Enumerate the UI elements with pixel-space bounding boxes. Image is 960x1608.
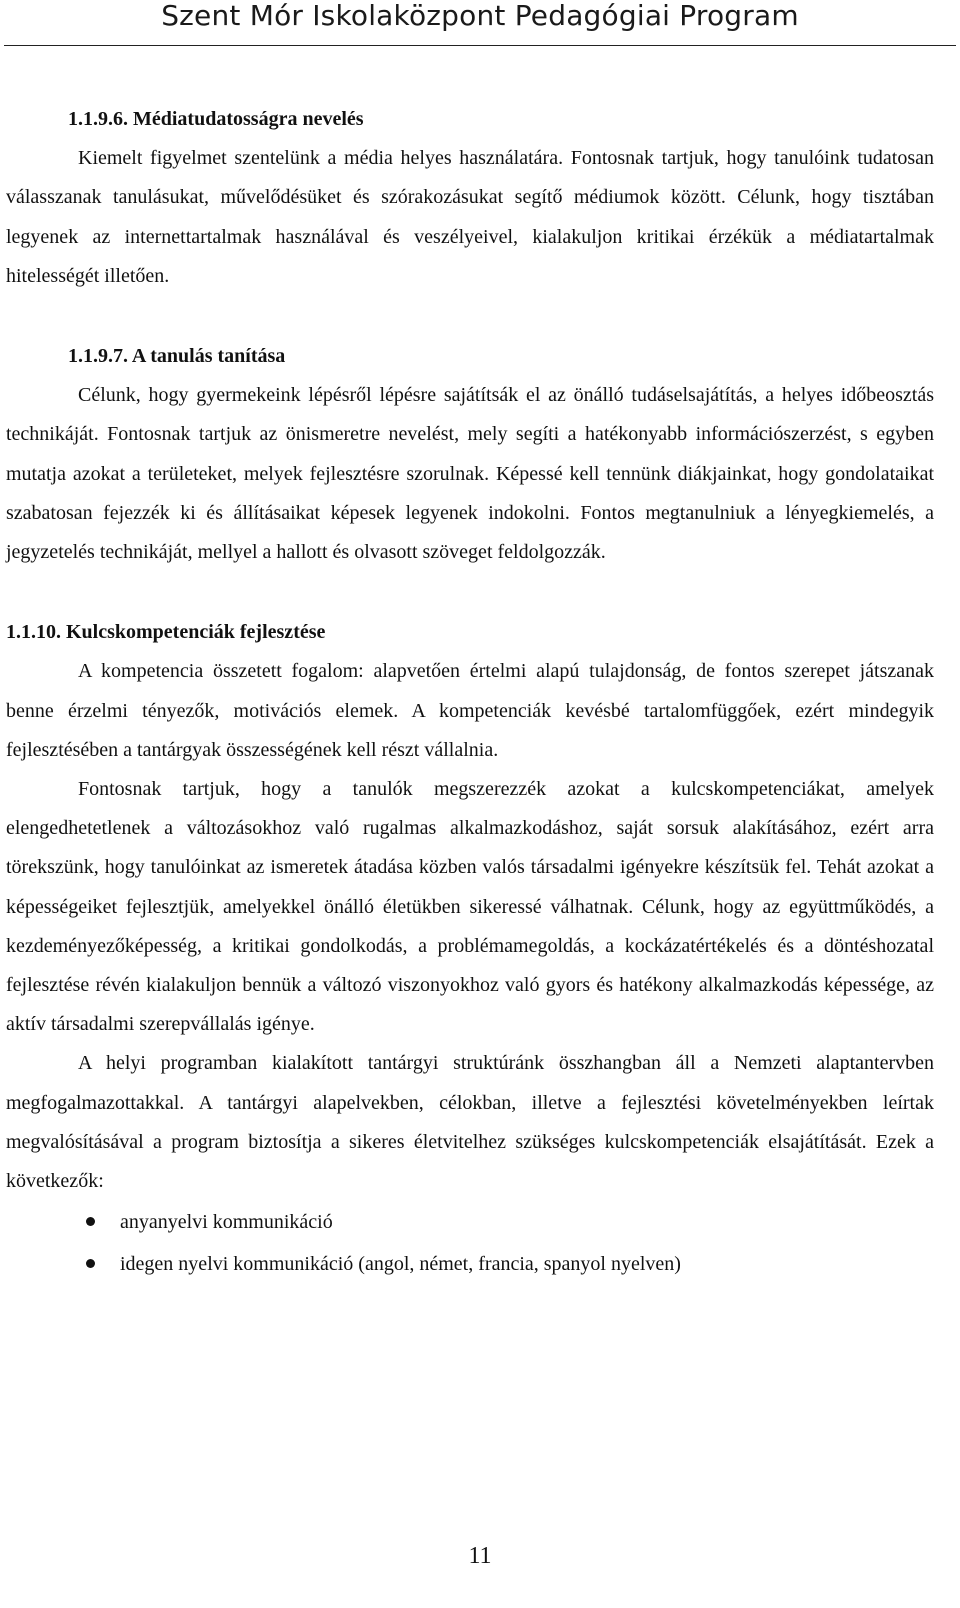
paragraph-local-program: A helyi programban kialakított tantárgyi struktúránk összhangban áll a Nemzeti alaptantervben megfogalmazottakkal. A tantárgyi alapelvekben, célokban, illetve a fejlesztési követelményekben leírtak megvalósításával a program biztosítja a sikeres életvitelhez szükséges kulcskompetenciák elsajátítását. Ezek a következők: [6, 1052, 934, 1193]
bullet-icon [86, 1217, 95, 1226]
section-gap [6, 296, 934, 337]
page-header [0, 0, 960, 52]
section-heading-media-literacy: 1.1.9.6. Médiatudatosságra nevelés [68, 108, 364, 130]
section-heading-learning-to-learn: 1.1.9.7. A tanulás tanítása [68, 345, 286, 368]
list-item [6, 1201, 934, 1243]
section-heading-key-competencies: 1.1.10. Kulcskompetenciák fejlesztése [6, 621, 326, 644]
header-divider [4, 45, 956, 46]
paragraph-competency-goals: Fontosnak tartjuk, hogy a tanulók megszerezzék azokat a kulcskompetenciákat, amelyek elengedhetetlenek a változásokhoz való rugalmas alkalmazkodáshoz, saját sorsuk alakításához, ezért arra törekszünk, hogy tanulóinkat az ismeretek átadása közben valós társadalmi igényekre készítsük fel. Tehát azokat a képességeiket fejlesztjük, amelyekkel önálló életükben sikeressé válhatnak. Célunk, hogy az együttműködés, a kezdeményezőképesség, a kritikai gondolkodás, a problémamegoldás, a kockázatértékelés és a döntéshozatal fejlesztése révén kialakuljon bennük a változó viszonyokhoz való gyors és hatékony alkalmazkodás képessége, az aktív társadalmi szerepvállalás igénye. [6, 778, 934, 1036]
page-header-title: Szent Mór Iskolaközpont Pedagógiai Program [161, 0, 799, 32]
bullet-icon [86, 1259, 95, 1268]
list-item [6, 1243, 934, 1285]
list-item-text: anyanyelvi kommunikáció [120, 1211, 333, 1234]
key-competency-list [6, 1201, 934, 1285]
document-body [6, 100, 934, 1285]
list-item-text: idegen nyelvi kommunikáció (angol, német, francia, spanyol nyelven) [120, 1253, 681, 1276]
section-gap [6, 572, 934, 613]
paragraph-learning-to-learn: Célunk, hogy gyermekeink lépésről lépésre sajátítsák el az önálló tudáselsajátítás, a helyes időbeosztás technikáját. Fontosnak tartjuk az önismeretre nevelést, mely segíti a hatékonyabb információszerzést, s egyben mutatja azokat a területeket, melyek fejlesztésre szorulnak. Képessé kell tennünk diákjainkat, hogy gondolataikat szabatosan fejezzék ki és állításaikat képesek legyenek indokolni. Fontos megtanulniuk a lényegkiemelés, a jegyzetelés technikáját, mellyel a hallott és olvasott szöveget feldolgozzák. [6, 384, 934, 564]
paragraph-competency-definition: A kompetencia összetett fogalom: alapvetően értelmi alapú tulajdonság, de fontos szerepet játszanak benne érzelmi tényezők, motivációs elemek. A kompetenciák kevésbé tartalomfüggőek, ezért mindegyik fejlesztésében a tantárgyak összességének kell részt vállalnia. [6, 660, 934, 761]
paragraph-media-literacy: Kiemelt figyelmet szentelünk a média helyes használatára. Fontosnak tartjuk, hogy tanulóink tudatosan válasszanak tanulásukat, művelődésüket és szórakozásukat segítő médiumok között. Célunk, hogy tisztában legyenek az internettartalmak használával és veszélyeivel, kialakuljon kritikai érzékük a médiatartalmak hitelességét illetően. [6, 147, 934, 287]
page-number: 11 [468, 1543, 492, 1569]
